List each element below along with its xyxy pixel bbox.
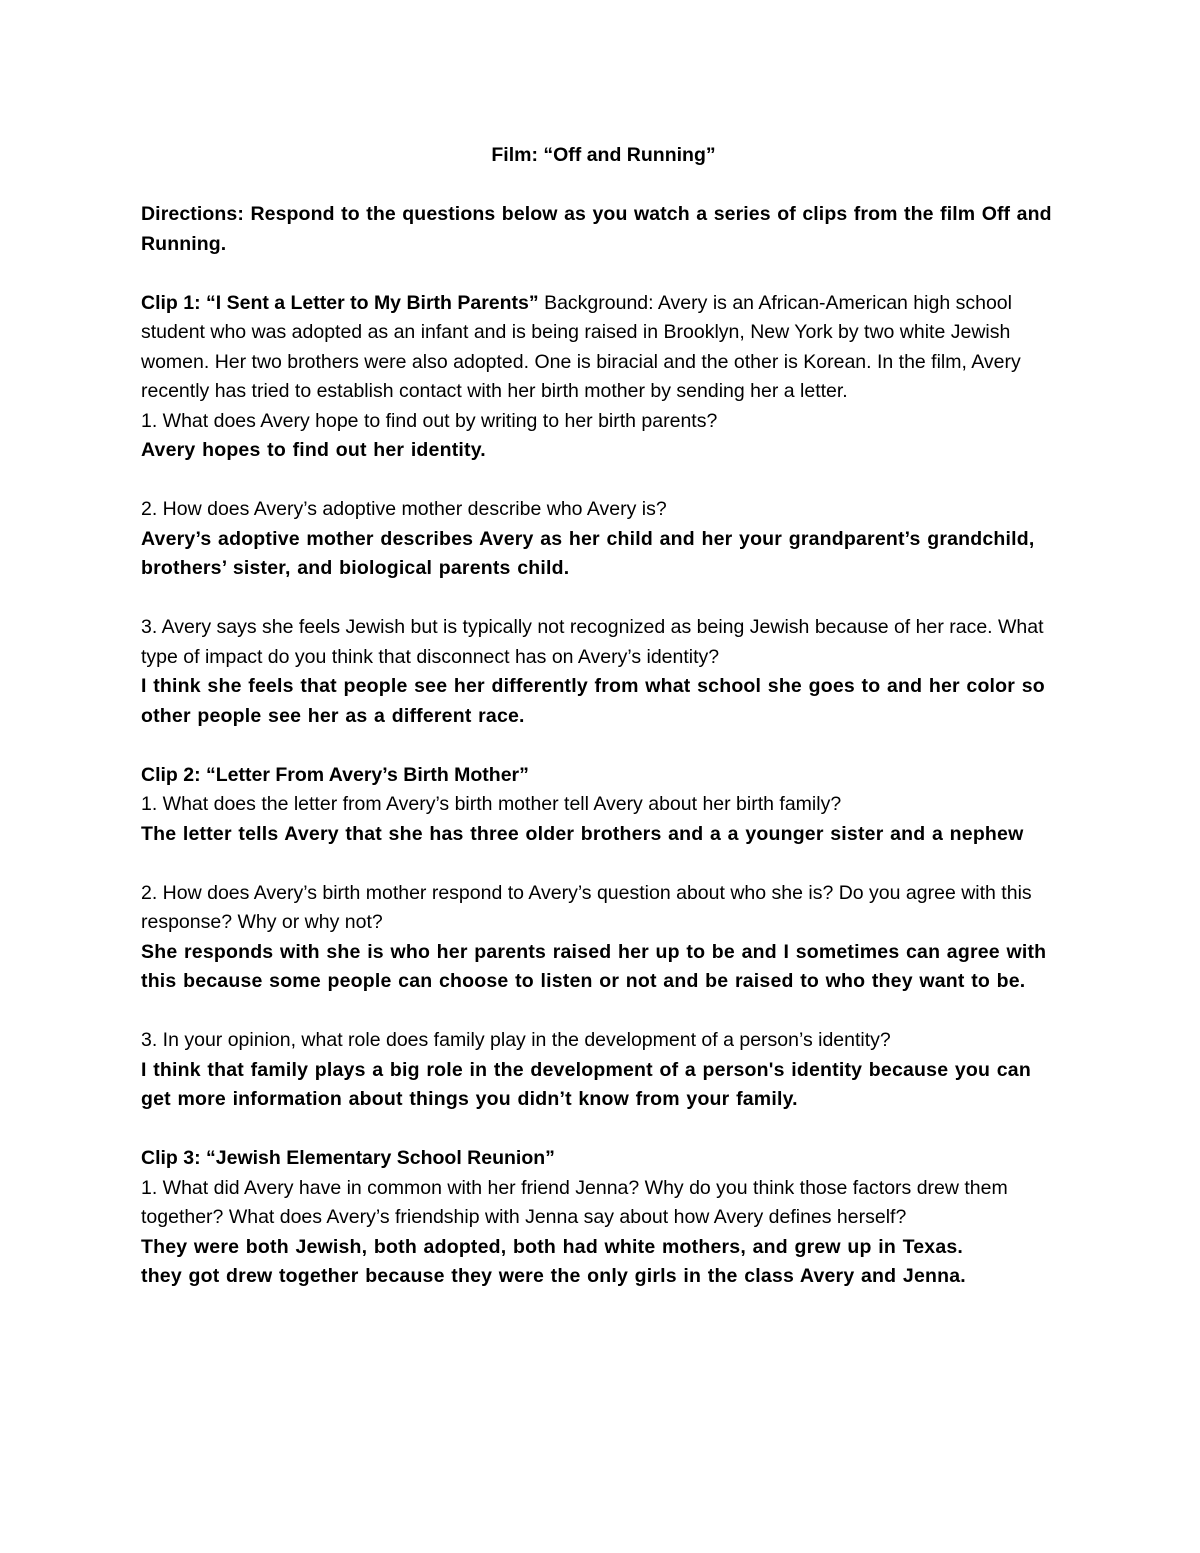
clip1-answer-3: I think she feels that people see her differently from what school she goes to and her color so other people see her as a different race.: [141, 675, 1045, 727]
clip2-answer-1: The letter tells Avery that she has three older brothers and a a younger sister and a nephew: [141, 822, 1024, 845]
document-title: Film: “Off and Running”: [491, 144, 716, 166]
spacer: [141, 997, 1066, 1027]
spacer: [141, 731, 1066, 761]
spacer: [141, 171, 1066, 201]
spacer: [141, 466, 1066, 496]
directions-text: Directions: Respond to the questions below as you watch a series of clips from the film Off and Running.: [141, 203, 1052, 255]
spacer: [141, 259, 1066, 289]
spacer: [141, 584, 1066, 614]
clip1-answer-2: Avery’s adoptive mother describes Avery as her child and her your grandparent’s grandchild, brothers’ sister, and biological parents child.: [141, 527, 1035, 579]
clip3-heading: Clip 3: “Jewish Elementary School Reunion”: [141, 1147, 555, 1169]
clip1-background: Background: Avery is an African-American high school student who was adopted as an infant and is being raised in Brooklyn, New York by two white Jewish women. Her two brothers were also adopted. One is biracial and the other is Korean. In the film, Avery recently has tried to establish contact with her birth mother by sending her a letter.: [141, 291, 1021, 402]
clip3-question-1: 1. What did Avery have in common with her friend Jenna? Why do you think those factors drew them together? What does Avery’s friendship with Jenna say about how Avery defines herself?: [141, 1176, 1008, 1228]
clip3-answer-1-line-1: They were both Jewish, both adopted, both had white mothers, and grew up in Texas.: [141, 1235, 964, 1258]
clip1-answer-1: Avery hopes to find out her identity.: [141, 439, 486, 461]
clip2-answer-3: I think that family plays a big role in the development of a person's identity because you can get more information about things you didn’t know from your family.: [141, 1058, 1031, 1110]
clip1-question-2: 2. How does Avery’s adoptive mother describe who Avery is?: [141, 498, 667, 520]
clip2-question-2: 2. How does Avery’s birth mother respond to Avery’s question about who she is? Do you agree with this response? Why or why not?: [141, 881, 1032, 933]
clip1-question-3: 3. Avery says she feels Jewish but is typically not recognized as being Jewish because of her race. What type of impact do you think that disconnect has on Avery’s identity?: [141, 616, 1044, 668]
spacer: [141, 1115, 1066, 1145]
clip1-heading: Clip 1: “I Sent a Letter to My Birth Parents”: [141, 291, 539, 314]
clip2-question-3: 3. In your opinion, what role does family play in the development of a person’s identity?: [141, 1029, 891, 1051]
clip2-question-1: 1. What does the letter from Avery’s birth mother tell Avery about her birth family?: [141, 793, 842, 815]
clip2-heading: Clip 2: “Letter From Avery’s Birth Mother”: [141, 763, 529, 786]
document-body: [141, 141, 1066, 1292]
clip1-intro: [141, 289, 1066, 407]
clip3-answer-1-line-2: they got drew together because they were the only girls in the class Avery and Jenna.: [141, 1265, 966, 1287]
clip2-answer-2: She responds with she is who her parents raised her up to be and I sometimes can agree with this because some people can choose to listen or not and be raised to who they want to be.: [141, 940, 1047, 992]
clip1-question-1: 1. What does Avery hope to find out by writing to her birth parents?: [141, 409, 718, 432]
spacer: [141, 849, 1066, 879]
